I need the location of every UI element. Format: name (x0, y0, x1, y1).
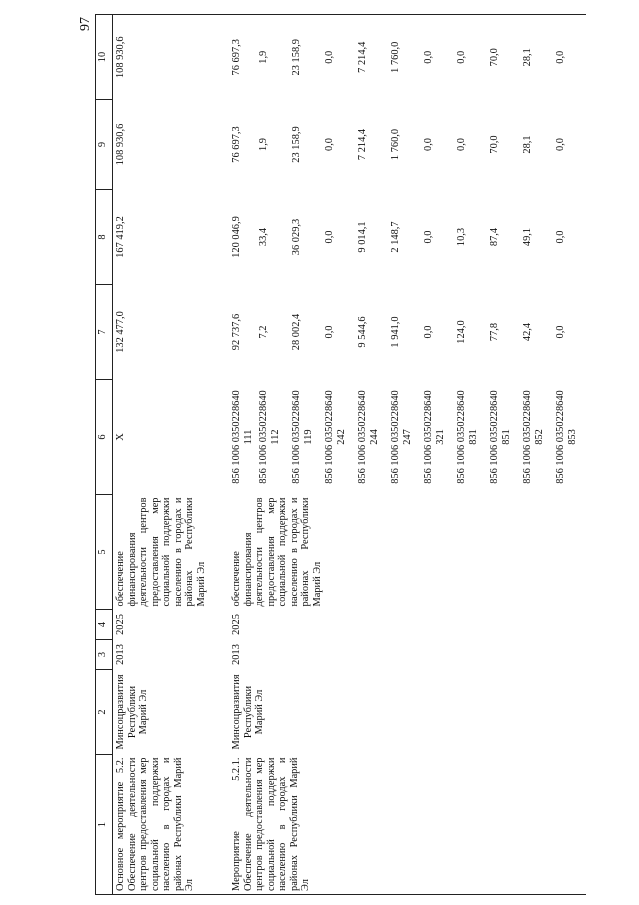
budget-v10: 7 214,4 (355, 15, 388, 100)
sub-event-name: Мероприятие 5.2.1. Обеспечение деятельности центров предоставления мер социальной поддержки населению в городах и районах Республики Марий Эл (229, 755, 586, 895)
budget-v8: 33,4 (258, 227, 269, 247)
main-event-executor: Минсоцразвития Республики Марий Эл (115, 674, 149, 750)
header-cell: 5 (96, 495, 113, 610)
budget-code: 856 1006 0350228640 111 (231, 390, 254, 484)
budget-code: 856 1006 0350228640 112 (258, 390, 281, 484)
header-cell: 4 (96, 610, 113, 640)
budget-v7: 9 544,6 (357, 316, 368, 348)
budget-v9: 1 760,0 (390, 128, 401, 161)
header-cell: 3 (96, 640, 113, 670)
budget-code: 856 1006 0350228640 247 (390, 390, 413, 484)
budget-code: 856 1006 0350228640 244 (357, 390, 380, 484)
budget-v8: 87,4 (489, 227, 500, 247)
header-cell: 2 (96, 670, 113, 755)
sub-event-source: обеспечение финансирования деятельности центров предоставления мер социальной поддержки населению в городах и районах Республики Марий Эл (231, 497, 323, 607)
budget-v7: 7,2 (258, 325, 269, 339)
header-cell: 10 (96, 15, 113, 100)
budget-v7: 0,0 (423, 325, 434, 339)
budget-v10: 28,1 (520, 15, 553, 100)
header-cell: 8 (96, 190, 113, 285)
main-event-name: Основное мероприятие 5.2. Обеспечение деятельности центров предоставления мер социальной поддержки населению в городах и районах Республики Марий Эл (113, 755, 230, 895)
budget-v9: 76 697,3 (231, 126, 242, 163)
header-cell: 9 (96, 100, 113, 190)
budget-code: 856 1006 0350228640 853 (555, 390, 578, 484)
main-event-v7: 132 477,0 (115, 311, 126, 353)
budget-v8: 36 029,3 (291, 218, 302, 256)
budget-v9: 70,0 (489, 135, 500, 154)
budget-code: 856 1006 0350228640 119 (291, 390, 314, 484)
budget-v7: 28 002,4 (291, 313, 302, 351)
budget-v7: 1 941,0 (390, 316, 401, 348)
budget-code: 856 1006 0350228640 852 (522, 390, 545, 484)
main-event-end: 2025 (115, 614, 126, 635)
budget-v9: 0,0 (456, 138, 467, 151)
sub-event-end: 2025 (231, 614, 242, 635)
budget-code: 856 1006 0350228640 831 (456, 390, 479, 484)
main-event-source: обеспечение финансирования деятельности центров предоставления мер социальной поддержки населению в городах и районах Республики Марий Эл (115, 497, 207, 607)
budget-v10: 0,0 (553, 15, 586, 100)
main-event-start: 2013 (115, 644, 126, 665)
budget-v8: 49,1 (522, 227, 533, 247)
budget-v9: 28,1 (522, 135, 533, 154)
budget-v8: 0,0 (423, 230, 434, 244)
main-event-row (113, 15, 230, 895)
budget-v7: 0,0 (324, 325, 335, 339)
budget-table (95, 14, 586, 895)
header-cell: 7 (96, 285, 113, 380)
budget-v10: 0,0 (454, 15, 487, 100)
budget-v8: 120 046,9 (231, 216, 242, 258)
header-cell: 6 (96, 380, 113, 495)
sub-event-executor: Минсоцразвития Республики Марий Эл (231, 674, 265, 750)
budget-v9: 1,9 (258, 138, 269, 151)
budget-v9: 7 214,4 (357, 128, 368, 161)
budget-v10: 1 760,0 (388, 15, 421, 100)
budget-v10: 0,0 (421, 15, 454, 100)
budget-v7: 92 737,6 (231, 313, 242, 351)
main-event-v10: 108 930,6 (113, 15, 230, 100)
budget-v10: 70,0 (487, 15, 520, 100)
page-number: 97 (78, 17, 93, 31)
sub-event-start: 2013 (231, 644, 242, 665)
budget-v9: 0,0 (555, 138, 566, 151)
budget-v8: 9 014,1 (357, 221, 368, 253)
budget-v7: 0,0 (555, 325, 566, 339)
budget-code: 856 1006 0350228640 321 (423, 390, 446, 484)
budget-v10: 1,9 (256, 15, 289, 100)
main-event-v9: 108 930,6 (115, 123, 126, 166)
budget-code: 856 1006 0350228640 242 (324, 390, 347, 484)
budget-row (229, 15, 256, 895)
budget-v8: 0,0 (555, 230, 566, 244)
header-cell: 1 (96, 755, 113, 895)
budget-v7: 42,4 (522, 322, 533, 342)
budget-v7: 77,8 (489, 322, 500, 342)
main-event-code: X (115, 433, 126, 441)
budget-v9: 23 158,9 (291, 126, 302, 163)
budget-v10: 0,0 (322, 15, 355, 100)
budget-v8: 0,0 (324, 230, 335, 244)
budget-v9: 0,0 (423, 138, 434, 151)
budget-code: 856 1006 0350228640 851 (489, 390, 512, 484)
budget-v8: 10,3 (456, 227, 467, 247)
budget-v7: 124,0 (456, 320, 467, 344)
budget-v9: 0,0 (324, 138, 335, 151)
budget-v10: 23 158,9 (289, 15, 322, 100)
main-event-v8: 167 419,2 (115, 216, 126, 258)
header-row (96, 15, 113, 895)
budget-v8: 2 148,7 (390, 221, 401, 253)
budget-v10: 76 697,3 (229, 15, 256, 100)
